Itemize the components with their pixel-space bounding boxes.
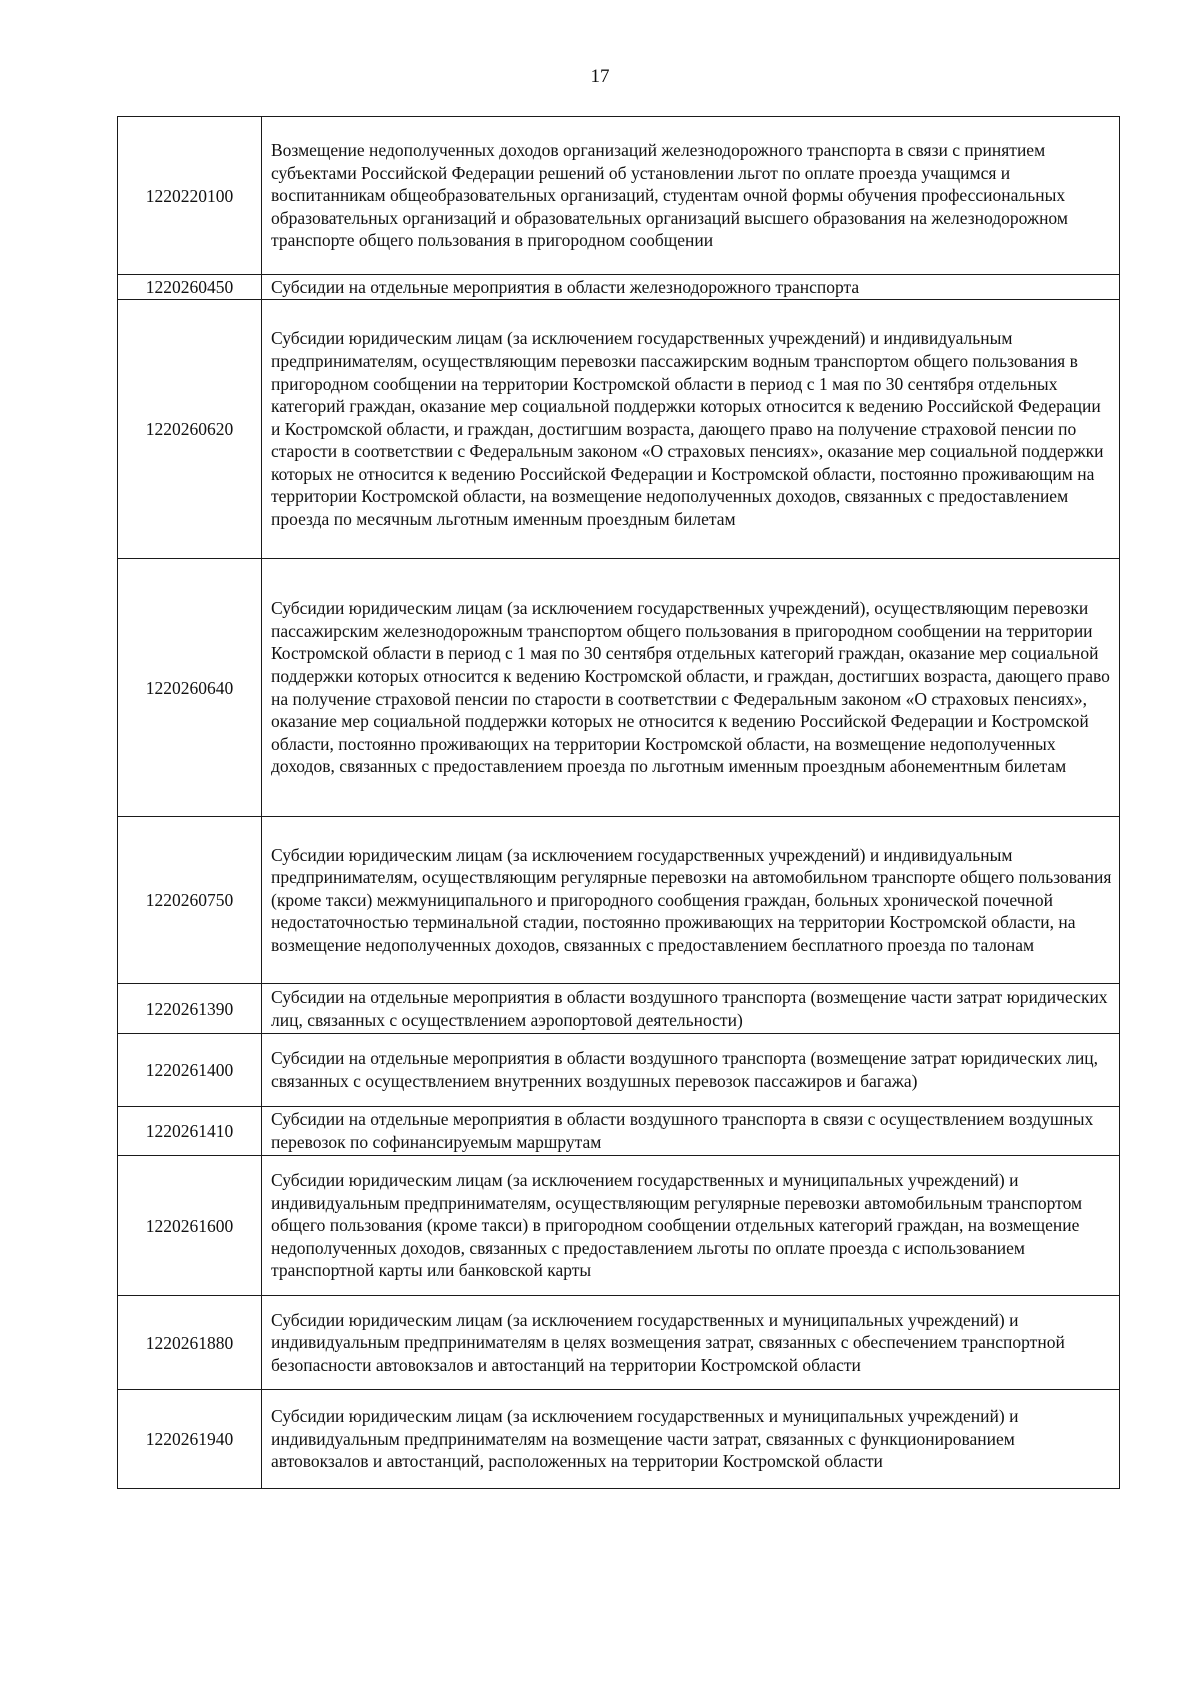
- code-cell: 1220220100: [118, 117, 262, 275]
- description-cell: Субсидии на отдельные мероприятия в области воздушного транспорта (возмещение затрат юридических лиц, связанных с осуществлением внутренних воздушных перевозок пассажиров и багажа): [262, 1034, 1120, 1107]
- code-cell: 1220261600: [118, 1156, 262, 1296]
- table-row: [118, 559, 1120, 817]
- description-cell: Субсидии юридическим лицам (за исключением государственных учреждений) и индивидуальным предпринимателям, осуществляющим регулярные перевозки на автомобильном транспорте общего пользования (кроме такси) межмуниципального и пригородного сообщения граждан, больных хронической почечной недостаточностью терминальной стадии, постоянно проживающих на территории Костромской области, на возмещение недополученных доходов, связанных с предоставлением бесплатного проезда по талонам: [262, 817, 1120, 984]
- description-cell: Возмещение недополученных доходов организаций железнодорожного транспорта в связи с принятием субъектами Российской Федерации решений об установлении льгот по оплате проезда учащимся и воспитанникам общеобразовательных организаций, студентам очной формы обучения профессиональных образовательных организаций и образовательных организаций высшего образования на железнодорожном транспорте общего пользования в пригородном сообщении: [262, 117, 1120, 275]
- table-row: [118, 1034, 1120, 1107]
- table-row: [118, 984, 1120, 1034]
- table-row: [118, 1107, 1120, 1156]
- code-cell: 1220261410: [118, 1107, 262, 1156]
- code-cell: 1220260750: [118, 817, 262, 984]
- code-cell: 1220261400: [118, 1034, 262, 1107]
- description-cell: Субсидии на отдельные мероприятия в области воздушного транспорта (возмещение части затрат юридических лиц, связанных с осуществлением аэропортовой деятельности): [262, 984, 1120, 1034]
- code-cell: 1220261390: [118, 984, 262, 1034]
- description-cell: Субсидии на отдельные мероприятия в области воздушного транспорта в связи с осуществлением воздушных перевозок по софинансируемым маршрутам: [262, 1107, 1120, 1156]
- table-row: [118, 300, 1120, 559]
- table-row: [118, 817, 1120, 984]
- code-cell: 1220261880: [118, 1296, 262, 1390]
- description-cell: Субсидии юридическим лицам (за исключением государственных и муниципальных учреждений) и индивидуальным предпринимателям на возмещение части затрат, связанных с функционированием автовокзалов и автостанций, расположенных на территории Костромской области: [262, 1390, 1120, 1489]
- description-cell: Субсидии на отдельные мероприятия в области железнодорожного транспорта: [262, 275, 1120, 300]
- code-cell: 1220260640: [118, 559, 262, 817]
- description-cell: Субсидии юридическим лицам (за исключением государственных и муниципальных учреждений) и индивидуальным предпринимателям в целях возмещения затрат, связанных с обеспечением транспортной безопасности автовокзалов и автостанций на территории Костромской области: [262, 1296, 1120, 1390]
- table-row: [118, 275, 1120, 300]
- table-row: [118, 117, 1120, 275]
- table-row: [118, 1156, 1120, 1296]
- page-number: 17: [590, 66, 610, 87]
- code-cell: 1220260450: [118, 275, 262, 300]
- description-cell: Субсидии юридическим лицам (за исключением государственных учреждений), осуществляющим перевозки пассажирским железнодорожным транспортом общего пользования в пригородном сообщении на территории Костромской области в период с 1 мая по 30 сентября отдельных категорий граждан, оказание мер социальной поддержки которых относится к ведению Костромской области, и граждан, достигших возраста, дающего право на получение страховой пенсии по старости в соответствии с Федеральным законом «О страховых пенсиях», оказание мер социальной поддержки которых не относится к ведению Российской Федерации и Костромской области, постоянно проживающих на территории Костромской области, на возмещение недополученных доходов, связанных с предоставлением проезда по льготным именным проездным абонементным билетам: [262, 559, 1120, 817]
- table-row: [118, 1296, 1120, 1390]
- description-cell: Субсидии юридическим лицам (за исключением государственных учреждений) и индивидуальным предпринимателям, осуществляющим перевозки пассажирским водным транспортом общего пользования в пригородном сообщении на территории Костромской области в период с 1 мая по 30 сентября отдельных категорий граждан, оказание мер социальной поддержки которых относится к ведению Российской Федерации и Костромской области, и граждан, достигшим возраста, дающего право на получение страховой пенсии по старости в соответствии с Федеральным законом «О страховых пенсиях», оказание мер социальной поддержки которых не относится к ведению Российской Федерации и Костромской области, постоянно проживающим на территории Костромской области, на возмещение недополученных доходов, связанных с предоставлением проезда по месячным льготным именным проездным билетам: [262, 300, 1120, 559]
- description-cell: Субсидии юридическим лицам (за исключением государственных и муниципальных учреждений) и индивидуальным предпринимателям, осуществляющим регулярные перевозки автомобильным транспортом общего пользования (кроме такси) в пригородном сообщении отдельных категорий граждан, на возмещение недополученных доходов, связанных с предоставлением льготы по оплате проезда с использованием транспортной карты или банковской карты: [262, 1156, 1120, 1296]
- budget-codes-table: [117, 116, 1120, 1489]
- code-cell: 1220261940: [118, 1390, 262, 1489]
- table-row: [118, 1390, 1120, 1489]
- code-cell: 1220260620: [118, 300, 262, 559]
